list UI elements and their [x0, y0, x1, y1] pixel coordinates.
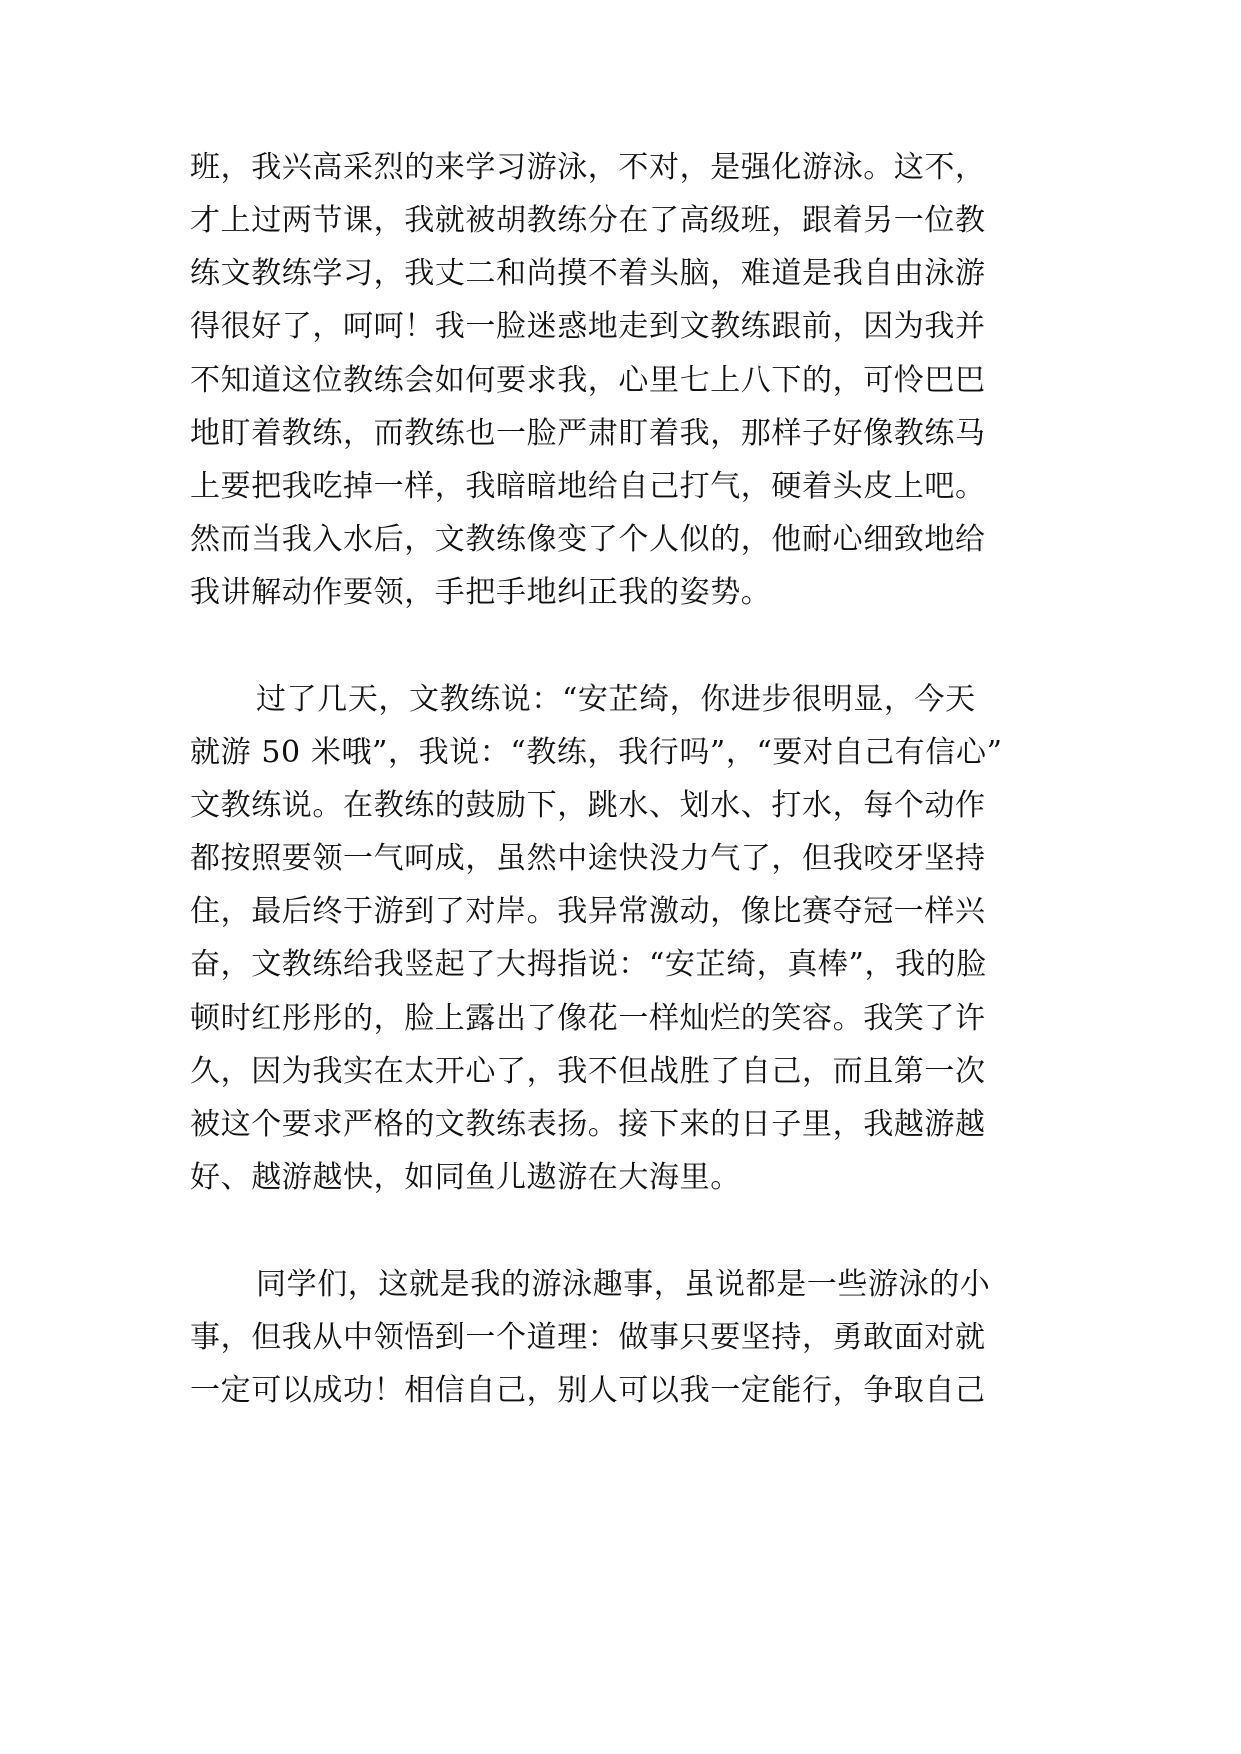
- text-line: 不知道这位教练会如何要求我，心里七上八下的，可怜巴巴: [190, 363, 986, 398]
- text-line: 顿时红彤彤的，脸上露出了像花一样灿烂的笑容。我笑了许: [190, 1001, 986, 1036]
- text-line: 久，因为我实在太开心了，我不但战胜了自己，而且第一次: [190, 1054, 986, 1089]
- text-line: 过了几天，文教练说：“安芷绮，你进步很明显，今天: [256, 682, 976, 717]
- text-line: 得很好了，呵呵！我一脸迷惑地走到文教练跟前，因为我并: [190, 309, 986, 344]
- text-line: 同学们，这就是我的游泳趣事，虽说都是一些游泳的小: [256, 1267, 991, 1302]
- text-line: 上要把我吃掉一样，我暗暗地给自己打气，硬着头皮上吧。: [190, 469, 986, 504]
- text-line: 班，我兴高采烈的来学习游泳，不对，是强化游泳。这不，: [190, 150, 986, 185]
- text-line: 事，但我从中领悟到一个道理：做事只要坚持，勇敢面对就: [190, 1320, 986, 1355]
- text-line: 文教练说。在教练的鼓励下，跳水、划水、打水，每个动作: [190, 788, 986, 823]
- text-line: 练文教练学习，我丈二和尚摸不着头脑，难道是我自由泳游: [190, 256, 986, 291]
- text-line: 一定可以成功！相信自己，别人可以我一定能行，争取自己: [190, 1373, 986, 1408]
- text-line: 都按照要领一气呵成，虽然中途快没力气了，但我咬牙坚持: [190, 841, 986, 876]
- text-line: 我讲解动作要领，手把手地纠正我的姿势。: [190, 575, 772, 610]
- text-line: 然而当我入水后，文教练像变了个人似的，他耐心细致地给: [190, 522, 986, 557]
- text-line: 住，最后终于游到了对岸。我异常激动，像比赛夺冠一样兴: [190, 894, 986, 929]
- text-line: 地盯着教练，而教练也一脸严肃盯着我，那样子好像教练马: [190, 416, 986, 451]
- text-line: 好、越游越快，如同鱼儿遨游在大海里。: [190, 1160, 741, 1195]
- text-line: 被这个要求严格的文教练表扬。接下来的日子里，我越游越: [190, 1107, 986, 1142]
- text-line: 才上过两节课，我就被胡教练分在了高级班，跟着另一位教: [190, 203, 986, 238]
- text-line: 奋，文教练给我竖起了大拇指说：“安芷绮，真棒”，我的脸: [190, 947, 987, 982]
- text-line: 就游 50 米哦”，我说：“教练，我行吗”，“要对自己有信心”: [190, 735, 1003, 770]
